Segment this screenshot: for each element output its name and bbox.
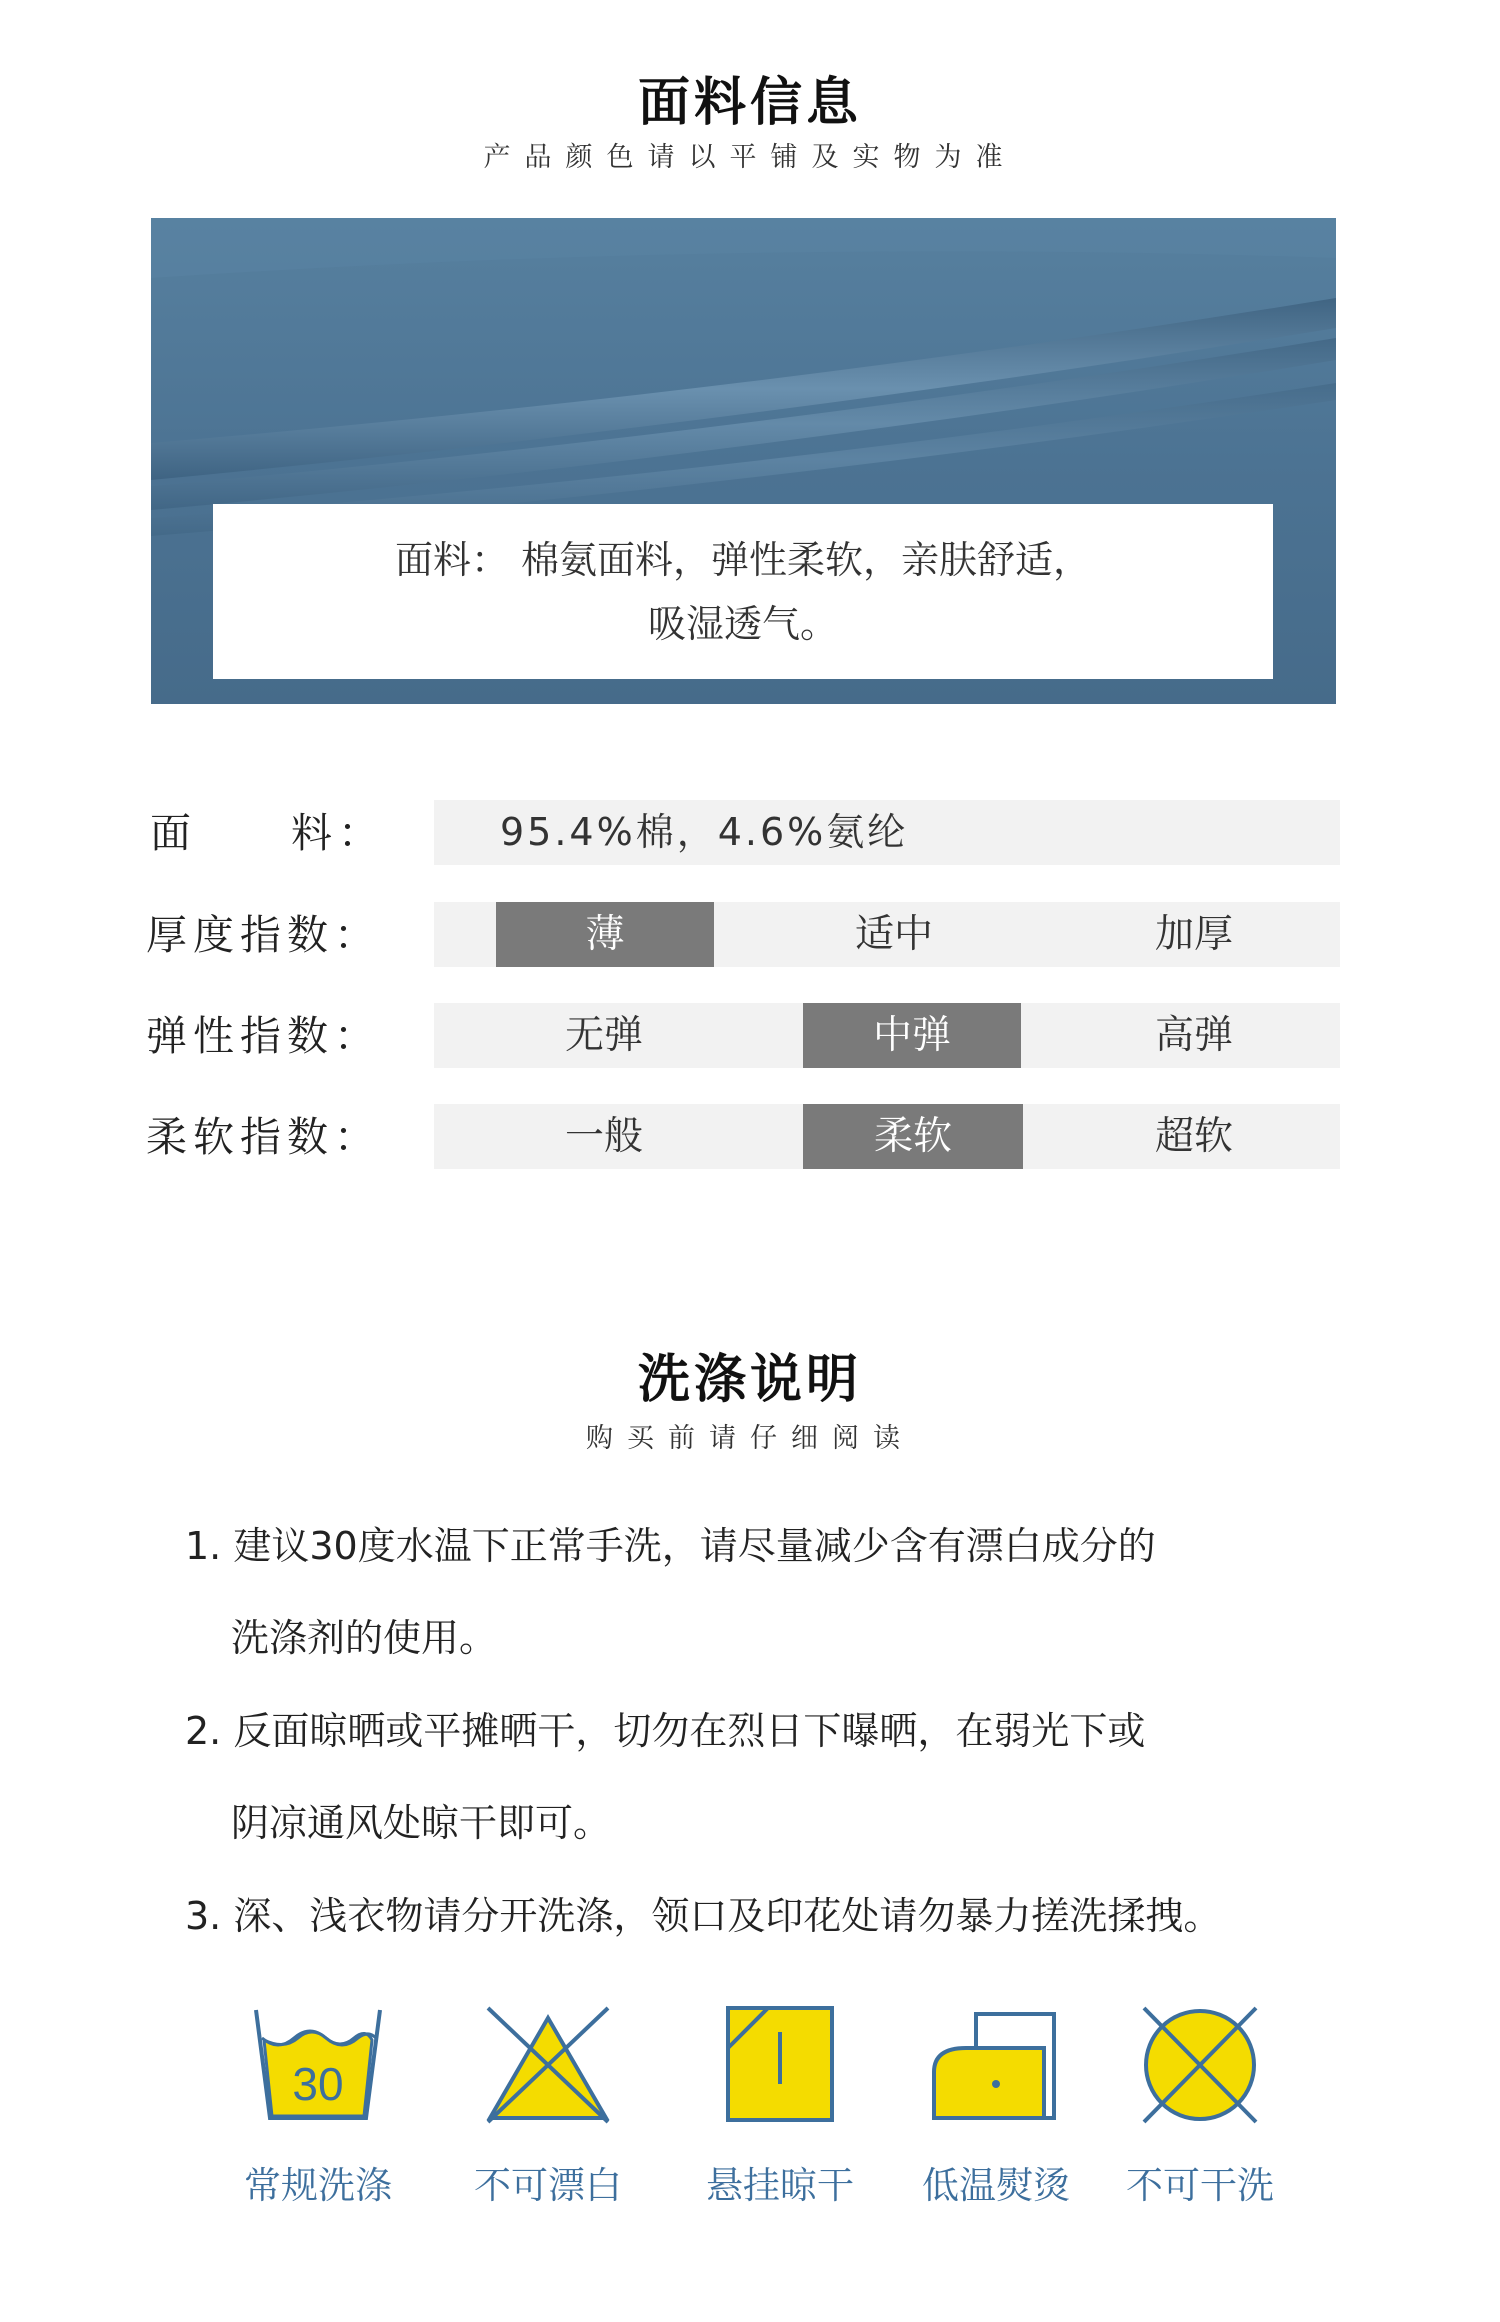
thickness-option-thin: 薄 xyxy=(496,902,714,967)
wash-instruction-2-cont: 阴凉通风处晾干即可。 xyxy=(231,1801,612,1845)
elasticity-option-none: 无弹 xyxy=(564,1013,643,1058)
wash-instruction-3: 3. 深、浅衣物请分开洗涤，领口及印花处请勿暴力搓洗揉拽。 xyxy=(185,1894,1222,1938)
elasticity-option-high: 高弹 xyxy=(1154,1013,1233,1058)
fabric-section-title: 面料信息 xyxy=(637,73,862,133)
care-label-low-iron: 低温熨烫 xyxy=(922,2164,1070,2207)
wash-30-icon xyxy=(248,2000,388,2134)
fabric-description-line2: 吸湿透气。 xyxy=(647,602,838,646)
no-dry-clean-icon xyxy=(1130,2000,1270,2134)
composition-bar xyxy=(434,800,1340,865)
care-label-wash: 常规洗涤 xyxy=(244,2164,392,2207)
wash-instruction-2: 2. 反面晾晒或平摊晒干，切勿在烈日下曝晒，在弱光下或 xyxy=(185,1709,1146,1753)
wash-section-subtitle: 购买前请仔细阅读 xyxy=(586,1423,914,1454)
softness-label: 柔软指数： xyxy=(146,1113,381,1161)
fabric-section-subtitle: 产品颜色请以平铺及实物为准 xyxy=(483,142,1017,173)
care-label-hang-dry: 悬挂晾干 xyxy=(706,2164,854,2207)
elasticity-option-medium: 中弹 xyxy=(803,1003,1021,1068)
thickness-scale xyxy=(434,902,1340,967)
softness-option-soft: 柔软 xyxy=(803,1104,1023,1169)
no-bleach-icon xyxy=(478,2000,618,2134)
thickness-label: 厚度指数： xyxy=(146,911,381,959)
softness-option-normal: 一般 xyxy=(564,1114,643,1159)
wash-30-badge: 30 xyxy=(292,2058,344,2110)
hang-dry-icon xyxy=(710,2000,850,2134)
low-iron-icon xyxy=(926,2000,1066,2134)
fabric-photo xyxy=(151,218,1336,704)
elasticity-scale xyxy=(434,1003,1340,1068)
care-label-no-bleach: 不可漂白 xyxy=(474,2164,622,2207)
fabric-description-card xyxy=(213,504,1273,679)
softness-scale xyxy=(434,1104,1340,1169)
softness-option-super-soft: 超软 xyxy=(1154,1114,1233,1159)
wash-instruction-1-cont: 洗涤剂的使用。 xyxy=(231,1616,498,1660)
wash-section-title: 洗涤说明 xyxy=(637,1350,862,1410)
fabric-description-line1: 面料： 棉氨面料，弹性柔软，亲肤舒适， xyxy=(394,538,1092,582)
care-label-no-dry-clean: 不可干洗 xyxy=(1126,2164,1274,2207)
elasticity-label: 弹性指数： xyxy=(146,1012,381,1060)
composition-label: 面 料： xyxy=(150,809,385,857)
composition-value: 95.4%棉，4.6%氨纶 xyxy=(500,810,909,854)
thickness-option-medium: 适中 xyxy=(854,912,933,957)
thickness-option-thick: 加厚 xyxy=(1154,912,1233,957)
wash-instruction-1: 1. 建议30度水温下正常手洗，请尽量减少含有漂白成分的 xyxy=(185,1524,1156,1568)
